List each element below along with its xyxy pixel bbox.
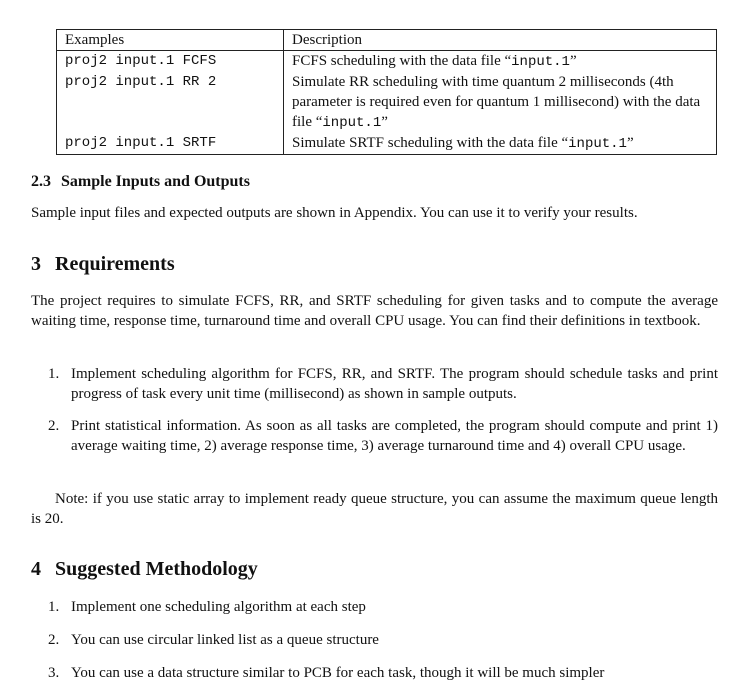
table-header-description: Description bbox=[284, 30, 717, 51]
list-item-text: You can use circular linked list as a queue structure bbox=[71, 632, 379, 648]
requirements-note: Note: if you use static array to implement ready queue structure, you can assume the maximum queue length is 20. bbox=[31, 491, 718, 527]
description-filename: input.1 bbox=[568, 136, 627, 152]
requirements-intro: The project requires to simulate FCFS, RR, and SRTF scheduling for given tasks and to compute the average waiting time, response time, turnaround time and overall CPU usage. You can find their definitions in textbook. bbox=[31, 293, 718, 329]
list-marker: 1. bbox=[48, 366, 60, 382]
table-header-examples: Examples bbox=[57, 30, 284, 51]
requirements-list bbox=[48, 364, 718, 456]
examples-table bbox=[56, 29, 717, 155]
example-description bbox=[284, 51, 717, 73]
list-item bbox=[48, 416, 718, 456]
example-command: proj2 input.1 FCFS bbox=[57, 51, 284, 73]
table-row bbox=[57, 51, 717, 73]
section-heading-requirements bbox=[31, 252, 175, 276]
list-marker: 2. bbox=[48, 632, 60, 648]
list-item-text: Implement scheduling algorithm for FCFS, RR, and SRTF. The program should schedule tasks and print progress of task every unit time (millisecond) as shown in sample outputs. bbox=[71, 366, 718, 402]
subsection-body: Sample input files and expected outputs are shown in Appendix. You can use it to verify your results. bbox=[31, 205, 638, 221]
list-item bbox=[48, 630, 718, 650]
table-row bbox=[57, 133, 717, 155]
example-description bbox=[284, 133, 717, 155]
example-command: proj2 input.1 RR 2 bbox=[57, 72, 284, 133]
subsection-heading bbox=[31, 172, 250, 192]
description-text-end: ” bbox=[381, 114, 388, 130]
list-item bbox=[48, 597, 718, 617]
list-item-text: Implement one scheduling algorithm at each step bbox=[71, 599, 366, 615]
list-item bbox=[48, 663, 718, 683]
description-filename: input.1 bbox=[511, 54, 570, 70]
list-item-text: You can use a data structure similar to PCB for each task, though it will be much simpler bbox=[71, 665, 605, 681]
example-description bbox=[284, 72, 717, 133]
description-filename: input.1 bbox=[322, 115, 382, 131]
description-text: Simulate SRTF scheduling with the data file “ bbox=[292, 135, 569, 151]
methodology-list bbox=[48, 597, 718, 683]
example-command: proj2 input.1 SRTF bbox=[57, 133, 284, 155]
list-item bbox=[48, 364, 718, 404]
section-heading-methodology bbox=[31, 557, 258, 581]
section-number: 3 bbox=[31, 253, 41, 275]
description-text: FCFS scheduling with the data file “ bbox=[292, 53, 512, 69]
description-text-end: ” bbox=[626, 135, 634, 151]
list-marker: 3. bbox=[48, 665, 60, 681]
description-text: Simulate RR scheduling with time quantum 2 milliseconds (4th parameter is required even for quantum 1 millisecond) with the data file “ bbox=[292, 74, 701, 130]
subsection-number: 2.3 bbox=[31, 173, 51, 190]
table-header-row bbox=[57, 30, 717, 51]
section-number: 4 bbox=[31, 558, 41, 580]
section-title: Suggested Methodology bbox=[55, 558, 258, 580]
description-text-end: ” bbox=[569, 53, 577, 69]
table-row bbox=[57, 72, 717, 133]
section-title: Requirements bbox=[55, 253, 175, 275]
list-item-text: Print statistical information. As soon as all tasks are completed, the program should compute and print 1) average waiting time, 2) average response time, 3) average turnaround time and 4) overall CPU usage. bbox=[71, 418, 718, 454]
list-marker: 2. bbox=[48, 418, 60, 434]
list-marker: 1. bbox=[48, 599, 60, 615]
subsection-title: Sample Inputs and Outputs bbox=[61, 173, 250, 190]
